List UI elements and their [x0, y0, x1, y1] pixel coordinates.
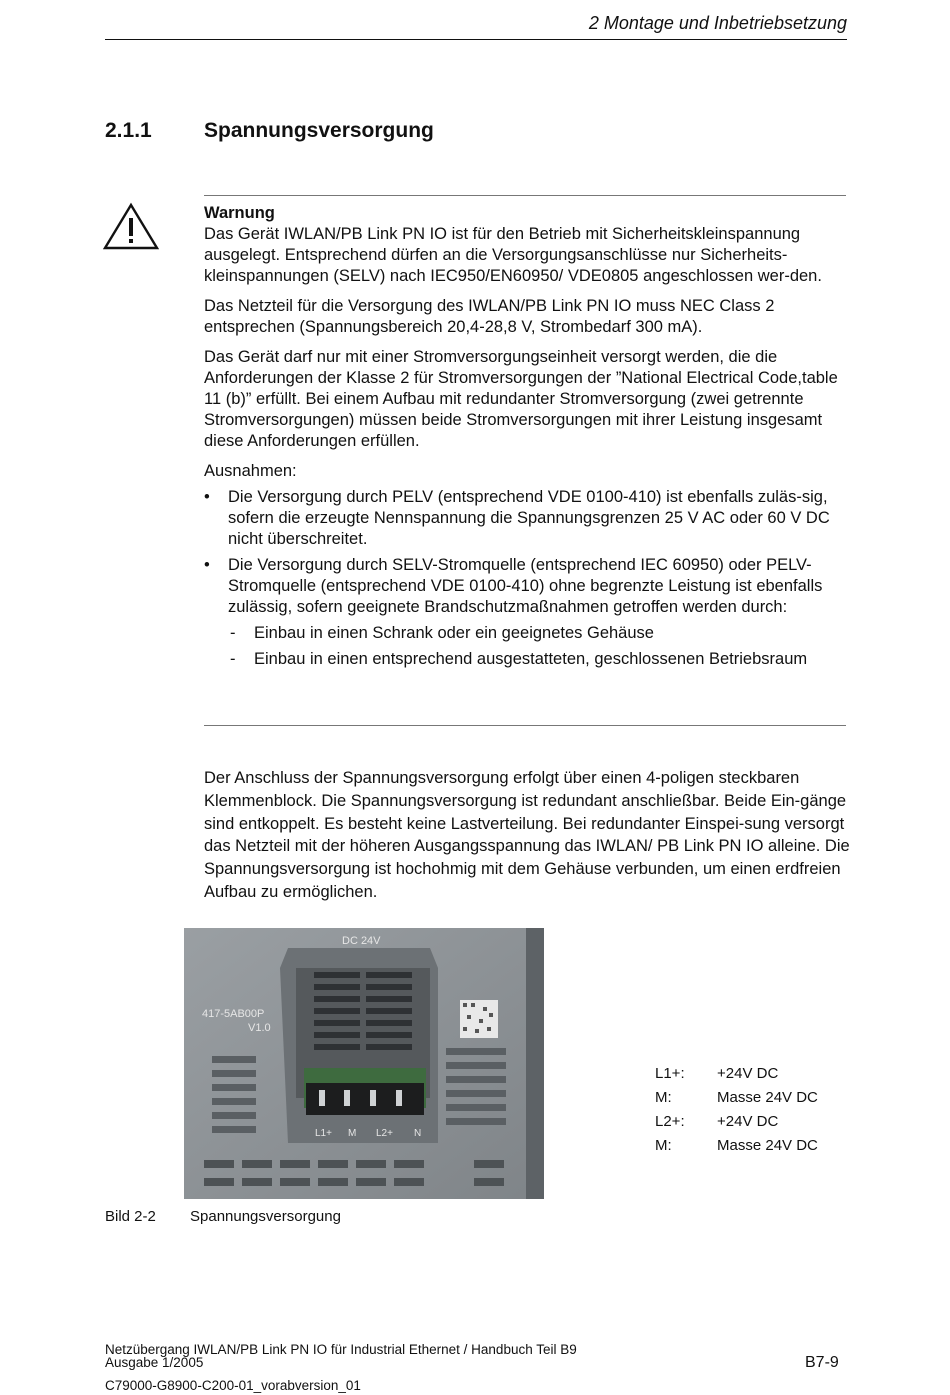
exceptions-list	[204, 487, 846, 618]
pin-name: M:	[655, 1136, 672, 1154]
photo-label-version: V1.0	[248, 1022, 271, 1034]
pin-value: Masse 24V DC	[717, 1136, 818, 1154]
warning-triangle-icon	[103, 202, 159, 250]
photo-label-dc: DC 24V	[342, 935, 381, 947]
footer-title: Netzübergang IWLAN/PB Link PN IO für Industrial Ethernet / Handbuch Teil B9	[105, 1342, 577, 1357]
sub-list	[204, 623, 846, 670]
warning-paragraph-2: Das Netzteil für die Versorgung des IWLAN/PB Link PN IO muss NEC Class 2 entsprechen (Spannungsbereich 20,4-28,8 V, Strombedarf 300 mA).	[204, 297, 775, 336]
list-item	[204, 555, 846, 618]
body-paragraph: Der Anschluss der Spannungsversorgung erfolgt über einen 4-poligen steckbaren Klemmenblock. Die Spannungsversorgung ist redundant anschließbar. Beide Ein-gänge sind entkoppelt. Es besteht keine Lastverteilung. Bei redundanter Einspei-sung versorgt das Netzteil mit der höheren Ausgangsspannung das IWLAN/ PB Link PN IO alleine. Die Spannungsversorgung ist hochohmig mit dem Gehäuse verbunden, um einen erdfreien Aufbau zu ermöglichen.	[204, 769, 850, 901]
bullet-text: Die Versorgung durch SELV-Stromquelle (entsprechend IEC 60950) oder PELV-Stromquelle (entsprechend VDE 0100-410) ohne begrenzte Leistung ist ebenfalls zulässig, sofern geeignete Brandschutzmaßnahmen getroffen werden durch:	[228, 556, 823, 616]
list-item	[204, 487, 846, 550]
table-row	[655, 1136, 818, 1160]
pin-name: L1+:	[655, 1064, 685, 1082]
table-row	[655, 1088, 818, 1112]
bullet-marker: •	[204, 556, 210, 574]
page-number: B7-9	[805, 1354, 839, 1371]
dash-marker: -	[230, 624, 236, 642]
pin-name: L2+:	[655, 1112, 685, 1130]
pin-value: +24V DC	[717, 1112, 779, 1130]
warning-top-rule	[204, 195, 846, 196]
table-row	[655, 1064, 818, 1088]
terminal-label-l2: L2+	[376, 1128, 393, 1139]
table-row	[655, 1112, 818, 1136]
photo-label-model: 417-5AB00P	[202, 1008, 265, 1020]
terminal-label-m: M	[348, 1128, 357, 1139]
list-item	[204, 623, 846, 644]
dash-marker: -	[230, 650, 236, 668]
dash-text: Einbau in einen entsprechend ausgestatteten, geschlossenen Betriebsraum	[254, 650, 808, 668]
dash-text: Einbau in einen Schrank oder ein geeignetes Gehäuse	[254, 624, 654, 642]
warning-paragraph-3: Das Gerät darf nur mit einer Stromversorgungseinheit versorgt werden, die die Anforderungen der Klasse 2 für Stromversorgungen der ”National Electrical Code,table 11 (b)” erfüllt. Bei einem Aufbau mit redundanter Stromversorgung (zwei getrennte Stromversorgungen) müssen beide Stromversorgungen mit ihrer Leistung insgesamt diese Anforderungen erfüllen.	[204, 348, 838, 450]
pin-name: M:	[655, 1088, 672, 1106]
terminal-label-l1: L1+	[315, 1128, 332, 1139]
header-rule	[105, 39, 847, 40]
warning-bottom-rule	[204, 725, 846, 726]
power-supply-photo	[184, 928, 544, 1199]
warning-block	[204, 203, 846, 675]
figure-caption: Spannungsversorgung	[190, 1208, 341, 1225]
list-item	[204, 649, 846, 670]
bullet-text: Die Versorgung durch PELV (entsprechend VDE 0100-410) ist ebenfalls zuläs-sig, sofern die erzeugte Nennspannung die Spannungsgrenzen 25 V AC oder 60 V DC nicht überschreitet.	[228, 488, 830, 548]
pin-value: Masse 24V DC	[717, 1088, 818, 1106]
connection-table	[655, 1064, 818, 1160]
footer-doc-id: C79000-G8900-C200-01_vorabversion_01	[105, 1378, 361, 1393]
pin-value: +24V DC	[717, 1064, 779, 1082]
warning-title: Warnung	[204, 204, 275, 222]
running-header: 2 Montage und Inbetriebsetzung	[588, 13, 847, 33]
figure-label: Bild 2-2	[105, 1208, 156, 1225]
bullet-marker: •	[204, 488, 210, 506]
exceptions-label: Ausnahmen:	[204, 462, 297, 480]
terminal-label-n: N	[414, 1128, 422, 1139]
section-title: Spannungsversorgung	[204, 119, 434, 142]
section-number: 2.1.1	[105, 119, 152, 142]
footer-edition: Ausgabe 1/2005	[105, 1355, 204, 1370]
warning-paragraph-1: Das Gerät IWLAN/PB Link PN IO ist für den Betrieb mit Sicherheitskleinspannung ausgelegt. Entsprechend dürfen an die Versorgungsanschlüsse nur Sicherheits-kleinspannungen (SELV) nach IEC950/EN60950/ VDE0805 angeschlossen wer-den.	[204, 225, 822, 285]
